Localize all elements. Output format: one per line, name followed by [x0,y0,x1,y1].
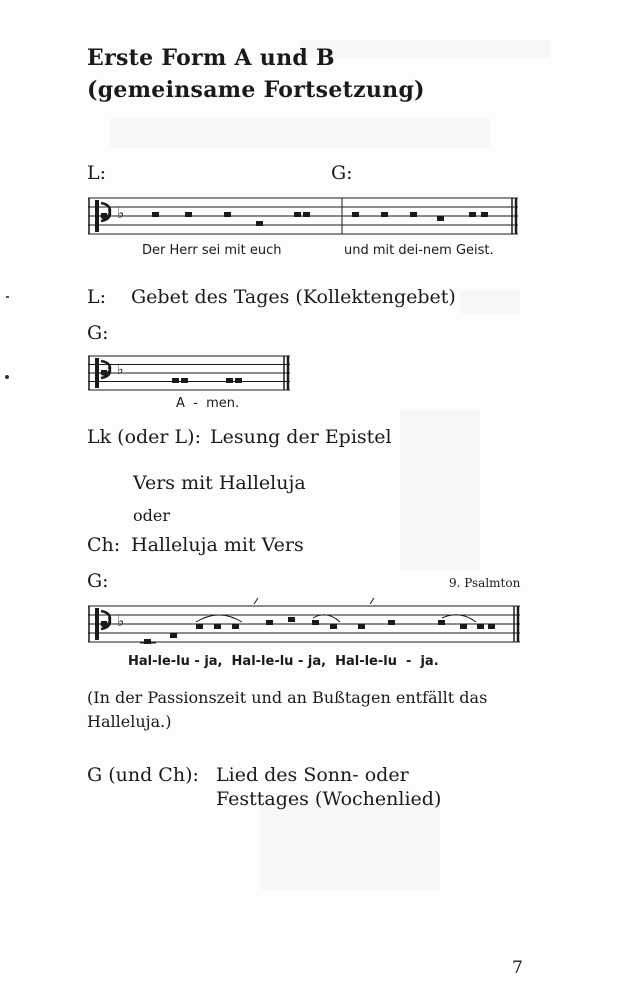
show-through-mark [260,800,440,890]
lyric-salutation-left: Der Herr sei mit euch [142,243,282,258]
slur-marks [196,615,476,622]
accent-marks [254,598,374,604]
hymn-speaker: G (und Ch): [87,764,199,786]
chant-notes [152,212,488,226]
epistle-text: Lesung der Epistel [210,426,392,448]
show-through-mark [300,40,550,58]
heading-line-1: Erste Form A und B [87,45,335,71]
note-line-2: Halleluja.) [87,712,172,731]
page-number: 7 [512,958,523,978]
vers-line-1: Vers mit Halleluja [133,472,306,494]
lyric-amen: A - men. [176,396,240,411]
show-through-mark [400,410,480,570]
chant1-label-g: G: [331,162,353,184]
flat-icon: ♭ [117,612,125,630]
c-clef-icon [95,358,110,388]
flat-icon: ♭ [117,204,125,222]
chant1-label-l: L: [87,162,107,184]
amen-label-g: G: [87,322,109,344]
prayer-text: Gebet des Tages (Kollektengebet) [131,286,456,308]
margin-speck [6,296,9,298]
halleluja-label-g: G: [87,570,109,592]
show-through-mark [110,118,490,148]
psalmtone-label: 9. Psalmton [449,576,521,590]
hymn-line-1: Lied des Sonn- oder [216,764,409,786]
note-line-1: (In der Passionszeit und an Bußtagen entfällt das [87,688,488,707]
c-clef-icon [95,608,110,640]
hymn-line-2: Festtages (Wochenlied) [216,788,442,810]
prayer-speaker: L: [87,286,107,308]
lyric-salutation-right: und mit dei-nem Geist. [344,243,494,258]
music-staff-halleluja [84,600,524,660]
epistle-speaker: Lk (oder L): [87,426,201,448]
chant-notes [172,378,242,383]
flat-icon: ♭ [117,362,124,378]
music-staff-amen [84,352,294,402]
choir-speaker: Ch: [87,534,121,556]
show-through-mark [460,290,520,314]
vers-line-2: oder [133,506,170,525]
heading-line-2: (gemeinsame Fortsetzung) [87,77,425,103]
choir-text: Halleluja mit Vers [131,534,304,556]
music-staff-salutation [84,192,524,248]
margin-speck [5,375,9,379]
lyric-halleluja: Hal-le-lu - ja, Hal-le-lu - ja, Hal-le-lu - ja. [128,654,439,669]
c-clef-icon [95,200,110,232]
